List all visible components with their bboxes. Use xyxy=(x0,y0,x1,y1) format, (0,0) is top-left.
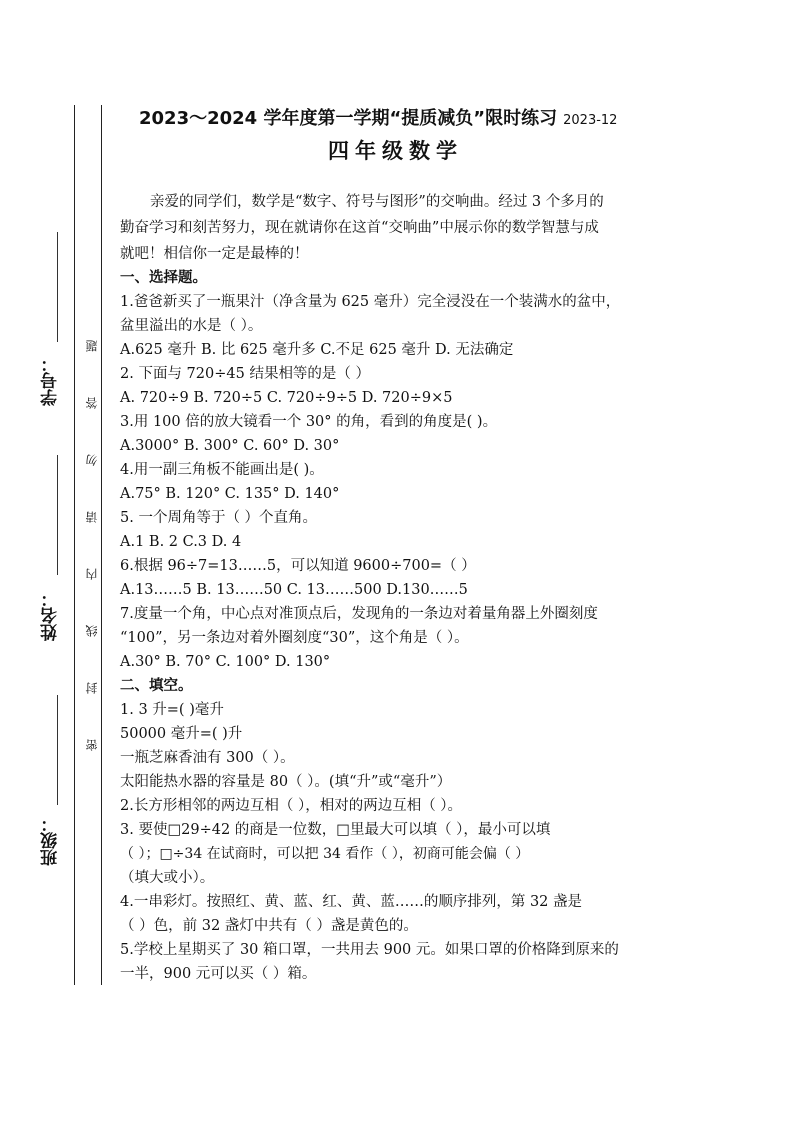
question-line: 7.度量一个角，中心点对准顶点后，发现角的一条边对着量角器上外圈刻度 xyxy=(120,606,598,622)
name-label: 姓名： xyxy=(41,590,61,641)
question-line: 5. 一个周角等于（ ）个直角。 xyxy=(120,510,318,526)
question-line: 2. 下面与 720÷45 结果相等的是（ ） xyxy=(120,366,371,382)
margin-line-inner xyxy=(101,105,102,985)
question-line: “100”，另一条边对着外圈刻度“30”，这个角是（ ）。 xyxy=(120,630,469,646)
question-line: （ ）色，前 32 盏灯中共有（ ）盏是黄色的。 xyxy=(120,918,418,934)
title-text: 2023～2024 学年度第一学期“提质减负”限时练习 xyxy=(139,108,558,129)
seal-char: 答 xyxy=(85,397,99,409)
question-line: 太阳能热水器的容量是 80（ ）。(填“升”或“毫升”） xyxy=(120,774,452,790)
question-line: 2.长方形相邻的两边互相（ ），相对的两边互相（ ）。 xyxy=(120,798,463,814)
question-line: 一半，900 元可以买（ ）箱。 xyxy=(120,966,317,982)
option-line: A.1 B. 2 C.3 D. 4 xyxy=(120,534,242,550)
question-line: 4.用一副三角板不能画出是( )。 xyxy=(120,462,324,478)
question-line: 50000 毫升=( )升 xyxy=(120,726,243,742)
question-line: 3. 要使□29÷42 的商是一位数，□里最大可以填（ ），最小可以填 xyxy=(120,822,551,838)
intro-line: 就吧！相信你一定是最棒的！ xyxy=(120,246,309,262)
margin-line-outer xyxy=(74,105,75,985)
seal-char: 请 xyxy=(85,511,99,523)
option-line: A. 720÷9 B. 720÷5 C. 720÷9÷5 D. 720÷9×5 xyxy=(120,390,453,406)
question-line: 4.一串彩灯。按照红、黄、蓝、红、黄、蓝……的顺序排列，第 32 盏是 xyxy=(120,894,583,910)
seal-char: 题 xyxy=(85,340,99,352)
student-no-label: 学号： xyxy=(41,355,61,406)
page-subtitle: 四年级数学 xyxy=(328,139,463,163)
student-no-blank xyxy=(57,232,58,342)
section-title-fill: 二、填空。 xyxy=(120,678,193,694)
question-line: 1.爸爸新买了一瓶果汁（净含量为 625 毫升）完全浸没在一个装满水的盆中， xyxy=(120,294,621,310)
question-line: 3.用 100 倍的放大镜看一个 30° 的角，看到的角度是( )。 xyxy=(120,414,498,430)
intro-line: 勤奋学习和刻苦努力，现在就请你在这首“交响曲”中展示你的数学智慧与成 xyxy=(120,220,599,236)
question-line: 一瓶芝麻香油有 300（ ）。 xyxy=(120,750,295,766)
question-line: （填大或小）。 xyxy=(120,870,215,886)
intro-line: 亲爱的同学们，数学是“数字、符号与图形”的交响曲。经过 3 个多月的 xyxy=(150,194,604,210)
section-title-choice: 一、选择题。 xyxy=(120,270,207,286)
class-blank xyxy=(57,695,58,805)
option-line: A.75° B. 120° C. 135° D. 140° xyxy=(120,486,340,502)
option-line: A.30° B. 70° C. 100° D. 130° xyxy=(120,654,331,670)
class-label: 班级： xyxy=(41,815,61,866)
question-line: 盆里溢出的水是（ ）。 xyxy=(120,318,263,334)
seal-char: 封 xyxy=(85,682,99,694)
seal-char: 勿 xyxy=(85,454,99,466)
question-line: 1. 3 升=( )毫升 xyxy=(120,702,224,718)
page-title xyxy=(139,104,617,130)
seal-char: 线 xyxy=(85,625,99,637)
title-date: 2023-12 xyxy=(563,113,618,128)
seal-char: 密 xyxy=(85,739,99,751)
seal-char: 内 xyxy=(85,568,99,580)
question-line: （ ）；□÷34 在试商时，可以把 34 看作（ ），初商可能会偏（ ） xyxy=(120,846,530,862)
option-line: A.3000° B. 300° C. 60° D. 30° xyxy=(120,438,340,454)
option-line: A.625 毫升 B. 比 625 毫升多 C.不足 625 毫升 D. 无法确定 xyxy=(120,342,514,358)
question-line: 5.学校上星期买了 30 箱口罩，一共用去 900 元。如果口罩的价格降到原来的 xyxy=(120,942,619,958)
question-line: 6.根据 96÷7=13……5，可以知道 9600÷700=（ ） xyxy=(120,558,476,574)
option-line: A.13……5 B. 13……50 C. 13……500 D.130……5 xyxy=(120,582,468,598)
name-blank xyxy=(57,455,58,575)
